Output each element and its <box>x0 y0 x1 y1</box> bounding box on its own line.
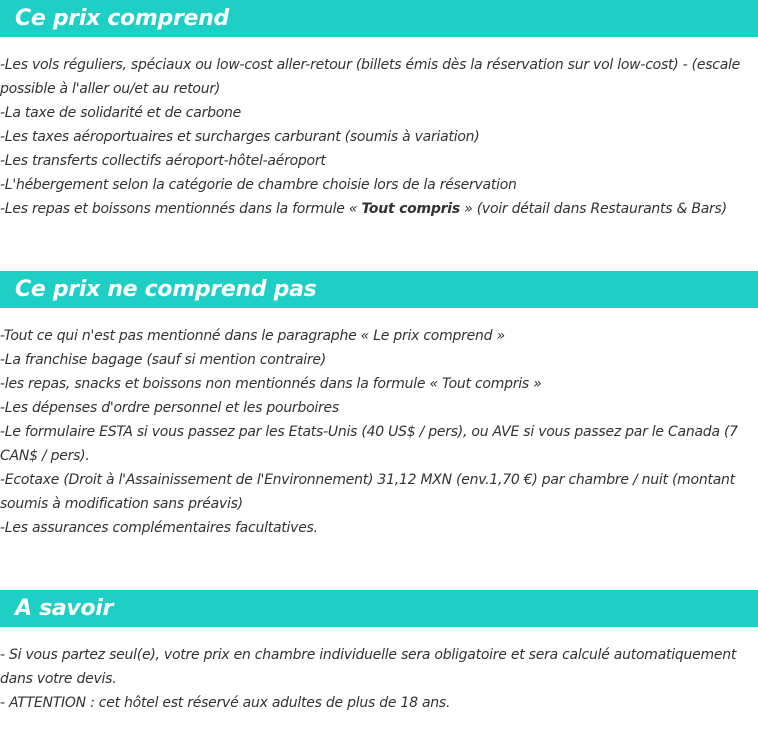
section-title: Ce prix comprend <box>15 6 229 31</box>
list-item: -les repas, snacks et boissons non mentionnés dans la formule « Tout compris » <box>0 376 542 392</box>
section-title: A savoir <box>15 596 114 621</box>
list-item: -Tout ce qui n'est pas mentionné dans le paragraphe « Le prix comprend » <box>0 328 505 344</box>
all-inclusive-label: Tout compris <box>361 201 460 217</box>
list-item: -Les dépenses d'ordre personnel et les pourboires <box>0 400 339 416</box>
list-item: -La franchise bagage (sauf si mention contraire) <box>0 352 327 368</box>
list-item: -Le formulaire ESTA si vous passez par les Etats-Unis (40 US$ / pers), ou AVE si vous passez par le Canada (7 CAN$ / pers). <box>0 424 738 464</box>
list-item-text: -Les repas et boissons mentionnés dans la formule « <box>0 201 362 217</box>
list-item-text: » (voir détail dans Restaurants & Bars) <box>459 201 727 217</box>
list-item: - Si vous partez seul(e), votre prix en chambre individuelle sera obligatoire et sera calculé automatiquement dans votre devis. <box>0 647 737 687</box>
list-item: -Les taxes aéroportuaires et surcharges carburant (soumis à variation) <box>0 129 480 145</box>
list-item: -Les vols réguliers, spéciaux ou low-cost aller-retour (billets émis dès la réservation sur vol low-cost) - (escale possible à l'aller ou/et au retour) <box>0 57 741 97</box>
list-item: -L'hébergement selon la catégorie de chambre choisie lors de la réservation <box>0 177 517 193</box>
included-list <box>0 53 758 221</box>
section-header <box>0 271 758 308</box>
list-item: -Les assurances complémentaires facultatives. <box>0 520 318 536</box>
section-included <box>0 0 758 221</box>
section-header <box>0 590 758 627</box>
section-header <box>0 0 758 37</box>
section-title: Ce prix ne comprend pas <box>15 277 317 302</box>
list-item <box>0 197 758 221</box>
list-item: -La taxe de solidarité et de carbone <box>0 105 242 121</box>
section-not-included <box>0 271 758 540</box>
not-included-list <box>0 324 758 540</box>
list-item: -Les transferts collectifs aéroport-hôtel-aéroport <box>0 153 326 169</box>
list-item: -Ecotaxe (Droit à l'Assainissement de l'Environnement) 31,12 MXN (env.1,70 €) par chambre / nuit (montant soumis à modification sans préavis) <box>0 472 735 512</box>
list-item: - ATTENTION : cet hôtel est réservé aux adultes de plus de 18 ans. <box>0 695 451 711</box>
good-to-know-list <box>0 643 758 715</box>
section-good-to-know <box>0 590 758 715</box>
